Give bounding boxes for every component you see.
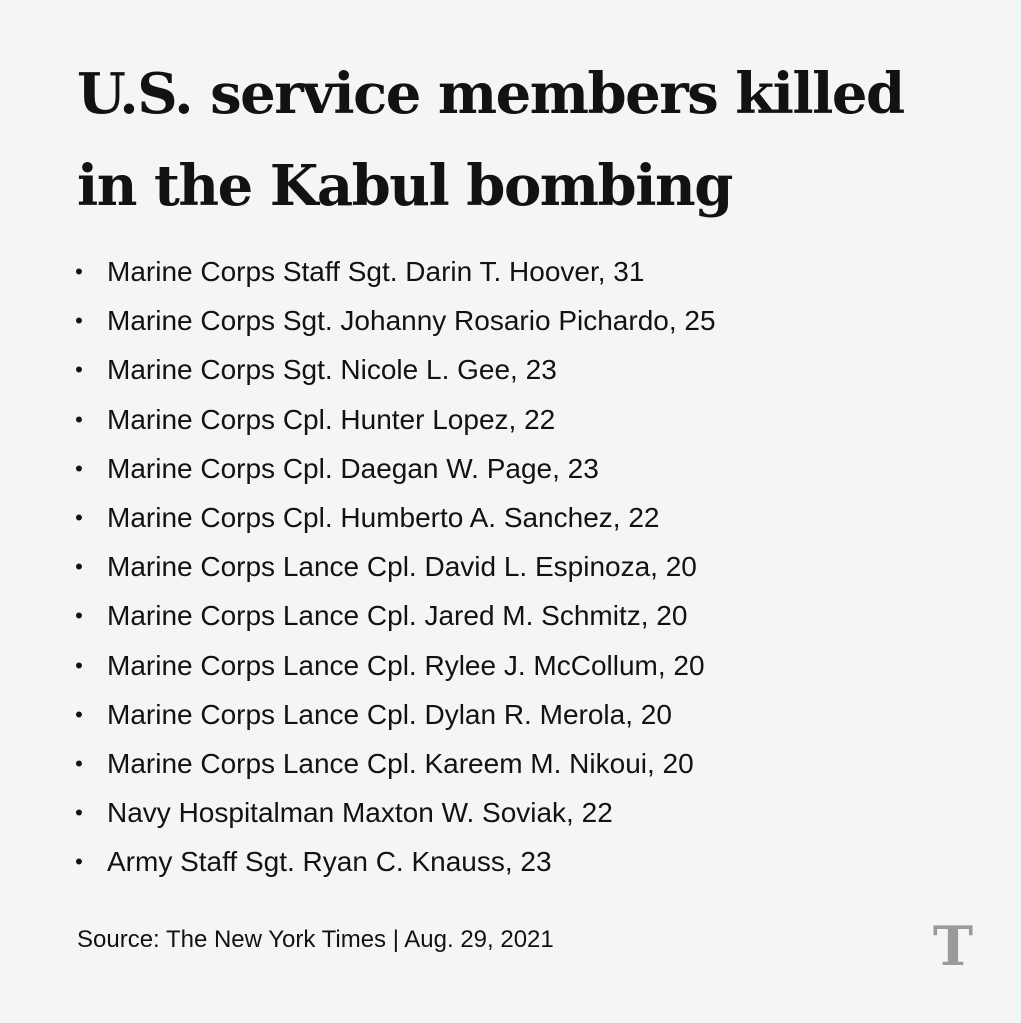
- bullet-icon: •: [75, 455, 83, 481]
- bullet-icon: •: [75, 849, 83, 875]
- member-name: Marine Corps Cpl. Hunter Lopez, 22: [107, 403, 556, 435]
- list-item: [75, 296, 716, 345]
- list-item: [75, 641, 716, 690]
- logo-letter: T: [932, 915, 974, 973]
- nyt-t-logo-icon: [930, 915, 976, 973]
- bullet-icon: •: [75, 554, 83, 580]
- bullet-icon: •: [75, 652, 83, 678]
- list-item: [75, 690, 716, 739]
- headline: [77, 48, 977, 232]
- list-item: [75, 591, 716, 640]
- list-item: [75, 444, 716, 493]
- source-credit: Source: The New York Times | Aug. 29, 2021: [77, 926, 554, 953]
- member-name: Marine Corps Lance Cpl. David L. Espinoza, 20: [107, 551, 697, 583]
- member-name: Marine Corps Lance Cpl. Kareem M. Nikoui, 20: [107, 747, 694, 779]
- list-item: [75, 837, 716, 886]
- member-name: Marine Corps Cpl. Humberto A. Sanchez, 22: [107, 501, 660, 533]
- bullet-icon: •: [75, 406, 83, 432]
- bullet-icon: •: [75, 308, 83, 334]
- list-item: [75, 247, 716, 296]
- bullet-icon: •: [75, 603, 83, 629]
- member-name: Marine Corps Cpl. Daegan W. Page, 23: [107, 452, 599, 484]
- list-item: [75, 739, 716, 788]
- member-name: Marine Corps Sgt. Nicole L. Gee, 23: [107, 354, 557, 386]
- bullet-icon: •: [75, 701, 83, 727]
- bullet-icon: •: [75, 750, 83, 776]
- headline-line-2: in the Kabul bombing: [77, 153, 732, 219]
- list-item: [75, 542, 716, 591]
- member-name: Marine Corps Lance Cpl. Dylan R. Merola, 20: [107, 698, 672, 730]
- list-item: [75, 395, 716, 444]
- service-members-list: [75, 247, 716, 886]
- member-name: Marine Corps Sgt. Johanny Rosario Pichardo, 25: [107, 305, 716, 337]
- member-name: Marine Corps Lance Cpl. Jared M. Schmitz, 20: [107, 600, 688, 632]
- list-item: [75, 345, 716, 394]
- bullet-icon: •: [75, 357, 83, 383]
- list-item: [75, 788, 716, 837]
- member-name: Army Staff Sgt. Ryan C. Knauss, 23: [107, 846, 552, 878]
- bullet-icon: •: [75, 800, 83, 826]
- headline-line-1: U.S. service members killed: [77, 61, 904, 127]
- member-name: Marine Corps Lance Cpl. Rylee J. McCollum, 20: [107, 649, 705, 681]
- list-item: [75, 493, 716, 542]
- member-name: Marine Corps Staff Sgt. Darin T. Hoover, 31: [107, 256, 645, 287]
- bullet-icon: •: [75, 504, 83, 530]
- member-name: Navy Hospitalman Maxton W. Soviak, 22: [107, 797, 613, 829]
- bullet-icon: •: [75, 259, 83, 284]
